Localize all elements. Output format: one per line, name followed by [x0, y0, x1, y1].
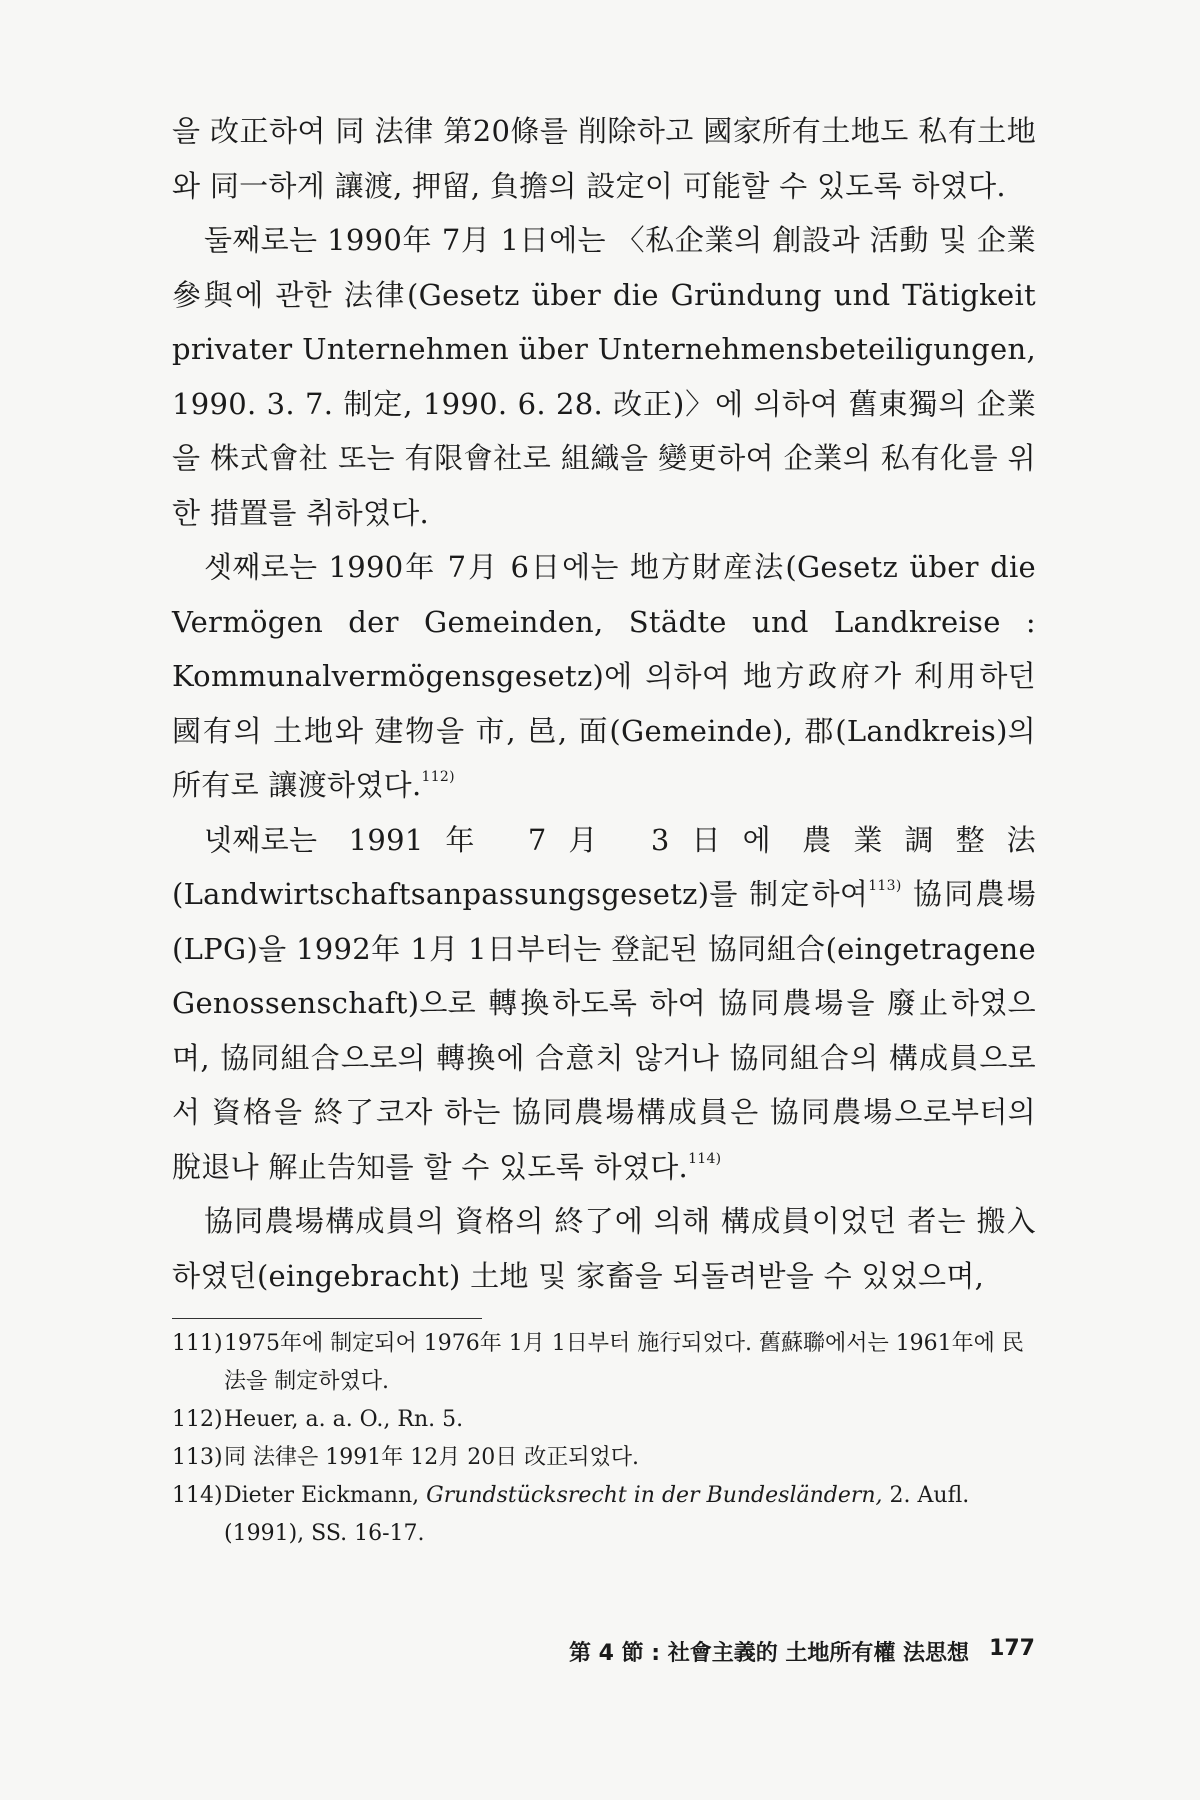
paragraph-5: 協同農場構成員의 資格의 終了에 의해 構成員이었던 者는 搬入하였던(eingebracht) 土地 및 家畜을 되돌려받을 수 있었으며, [172, 1204, 1036, 1293]
footnote-111 [172, 1325, 1036, 1401]
footnote-ref-112[interactable]: 112) [421, 769, 455, 785]
footnote-number: 111) [172, 1331, 223, 1356]
footnote-114 [172, 1477, 1036, 1553]
paragraph-4-text-b: 協同農場(LPG)을 1992年 1月 1日부터는 登記된 協同組合(eingetragene Genossenschaft)으로 轉換하도록 하여 協同農場을 廢止하였으며, 協同組合으로의 轉換에 合意치 않거나 協同組合의 構成員으로서 資格을 終了코자 하는 協同農場構成員은 協同農場으로부터의 脫退나 解止告知를 할 수 있도록 하였다. [172, 877, 1036, 1184]
footnote-text [224, 1477, 1036, 1553]
footnote-number: 113) [172, 1445, 223, 1470]
footnote-author: Dieter Eickmann, [224, 1483, 427, 1508]
footnote-divider [172, 1318, 482, 1319]
running-footer [535, 1636, 1035, 1667]
section-title: 第 4 節 : 社會主義的 土地所有權 法思想 [569, 1641, 970, 1666]
paragraph-1: 을 改正하여 同 法律 第20條를 削除하고 國家所有土地도 私有土地와 同一하게 讓渡, 押留, 負擔의 設定이 可能할 수 있도록 하였다. [172, 114, 1036, 203]
paragraph-3-text: 셋째로는 1990年 7月 6日에는 地方財産法(Gesetz über die Vermögen der Gemeinden, Städte und Landkreise : Kommunalvermögensgesetz)에 의하여 地方政府가 利用하던 國有의 土地와 建物을 市, 邑, 面(Gemeinde), 郡(Landkreis)의 所有로 讓渡하였다. [172, 550, 1036, 802]
footnote-edition: 2. Aufl.(1991), SS. 16-17. [224, 1483, 970, 1546]
footnotes [172, 1325, 1036, 1553]
paragraph-4-text-a: 넷째로는 1991年 7月 3日에 農業調整法(Landwirtschaftsanpassungsgesetz)를 制定하여 [172, 822, 1036, 911]
footnote-112 [172, 1401, 1036, 1439]
footnote-text: Heuer, a. a. O., Rn. 5. [224, 1407, 464, 1432]
paragraph-2: 둘째로는 1990年 7月 1日에는 〈私企業의 創設과 活動 및 企業參與에 관한 法律(Gesetz über die Gründung und Tätigkeit privater Unternehmen über Unternehmensbeteiligungen, 1990. 3. 7. 制定, 1990. 6. 28. 改正)〉에 의하여 舊東獨의 企業을 株式會社 또는 有限會社로 組織을 變更하여 企業의 私有化를 위한 措置를 취하였다. [172, 223, 1036, 530]
footnote-book-title: Grundstücksrecht in der Bundesländern, [426, 1483, 883, 1508]
footnote-text: 1975年에 制定되어 1976年 1月 1日부터 施行되었다. 舊蘇聯에서는 1961年에 民法을 制定하였다. [224, 1331, 1024, 1394]
footnote-ref-114[interactable]: 114) [688, 1150, 722, 1167]
footnote-number: 112) [172, 1407, 223, 1432]
footnote-113 [172, 1439, 1036, 1477]
footnote-ref-113[interactable]: 113) [868, 878, 902, 894]
paragraph-4 [172, 813, 1036, 1195]
page-number: 177 [989, 1636, 1035, 1661]
footnote-number: 114) [172, 1483, 223, 1508]
footnote-text: 同 法律은 1991年 12月 20日 改正되었다. [224, 1445, 639, 1470]
body-text [172, 104, 1036, 1303]
paragraph-3 [172, 540, 1036, 813]
